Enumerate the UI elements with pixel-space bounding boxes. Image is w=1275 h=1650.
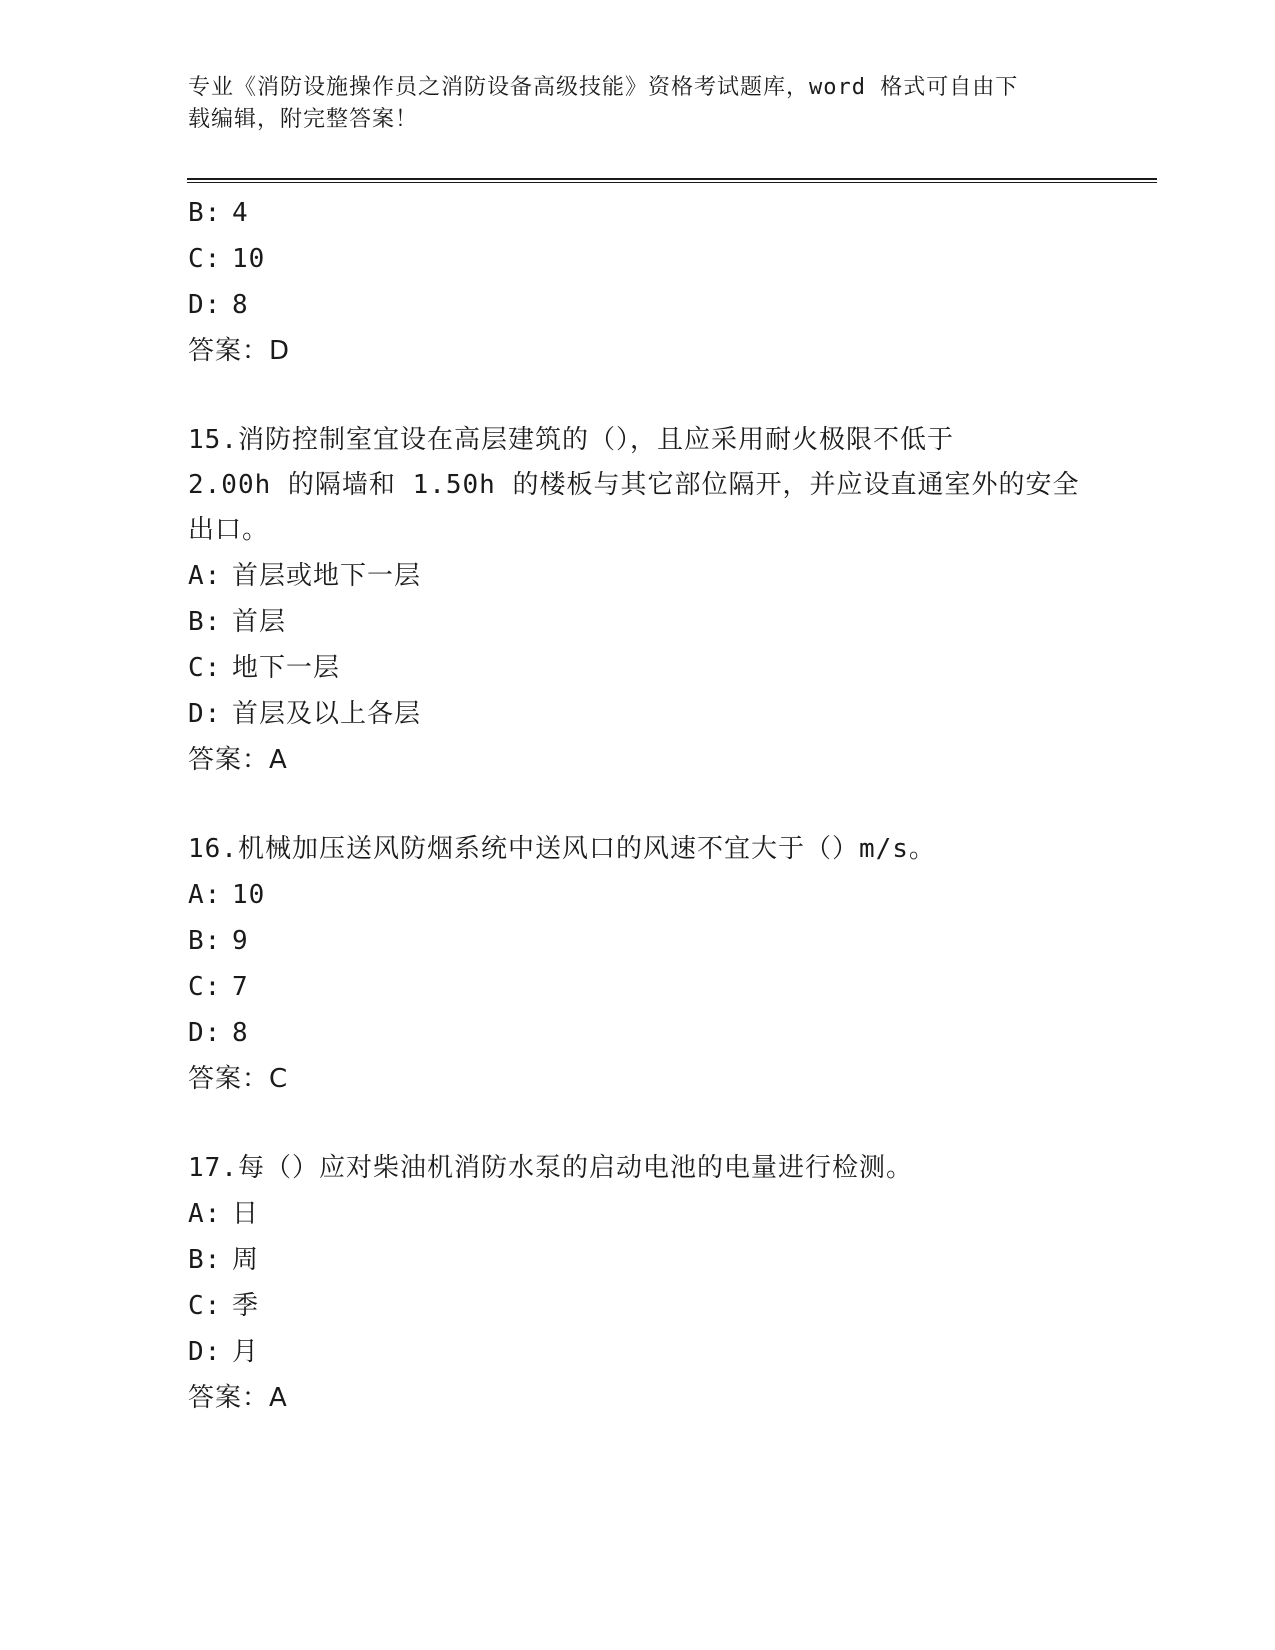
option-text: 日 <box>232 1199 260 1229</box>
option-label: A: <box>188 1199 222 1229</box>
document-body <box>188 190 1088 1421</box>
option-row <box>188 918 1088 964</box>
option-row <box>188 1329 1088 1375</box>
stem-line: 2.00h 的隔墙和 1.50h 的楼板与其它部位隔开，并应设直通室外的安全 <box>188 470 1080 500</box>
page-header <box>188 72 1068 136</box>
option-label: B: <box>188 198 222 228</box>
option-text: 8 <box>232 290 249 320</box>
option-label: D: <box>188 290 222 320</box>
option-text: 地下一层 <box>232 653 341 683</box>
option-text: 10 <box>232 244 266 274</box>
question-stem <box>188 827 1088 872</box>
header-divider-thick <box>187 178 1157 180</box>
option-row <box>188 872 1088 918</box>
option-text: 10 <box>232 880 266 910</box>
option-text: 首层或地下一层 <box>232 561 422 591</box>
option-label: C: <box>188 244 222 274</box>
question-stem <box>188 418 1088 553</box>
stem-line: 15.消防控制室宜设在高层建筑的（），且应采用耐火极限不低于 <box>188 425 954 455</box>
option-label: B: <box>188 1245 222 1275</box>
option-text: 7 <box>232 972 249 1002</box>
option-label: A: <box>188 561 222 591</box>
option-label: C: <box>188 653 222 683</box>
option-label: B: <box>188 926 222 956</box>
option-row <box>188 236 1088 282</box>
option-label: B: <box>188 607 222 637</box>
option-label: D: <box>188 699 222 729</box>
question-16 <box>188 827 1088 1102</box>
stem-line: 16.机械加压送风防烟系统中送风口的风速不宜大于（）m/s。 <box>188 834 936 864</box>
option-text: 4 <box>232 198 249 228</box>
option-row <box>188 645 1088 691</box>
header-line-2: 载编辑，附完整答案！ <box>188 107 419 132</box>
option-label: D: <box>188 1337 222 1367</box>
question-14-continuation <box>188 190 1088 374</box>
option-row <box>188 553 1088 599</box>
option-text: 月 <box>232 1337 260 1367</box>
answer-line: 答案：A <box>188 1383 288 1413</box>
option-row <box>188 1010 1088 1056</box>
option-row <box>188 190 1088 236</box>
stem-line: 出口。 <box>188 515 270 545</box>
option-row <box>188 282 1088 328</box>
option-text: 9 <box>232 926 249 956</box>
option-text: 周 <box>232 1245 260 1275</box>
option-text: 首层及以上各层 <box>232 699 422 729</box>
option-label: D: <box>188 1018 222 1048</box>
option-label: C: <box>188 1291 222 1321</box>
answer-line: 答案：C <box>188 1064 289 1094</box>
option-row <box>188 691 1088 737</box>
option-text: 季 <box>232 1291 260 1321</box>
option-label: C: <box>188 972 222 1002</box>
option-row <box>188 964 1088 1010</box>
option-row <box>188 1191 1088 1237</box>
question-15 <box>188 418 1088 783</box>
answer-line: 答案：A <box>188 745 288 775</box>
option-row <box>188 1237 1088 1283</box>
header-divider-thin <box>187 182 1157 183</box>
option-row <box>188 1283 1088 1329</box>
question-17 <box>188 1146 1088 1421</box>
stem-line: 17.每（）应对柴油机消防水泵的启动电池的电量进行检测。 <box>188 1153 913 1183</box>
option-text: 8 <box>232 1018 249 1048</box>
option-row <box>188 599 1088 645</box>
option-label: A: <box>188 880 222 910</box>
answer-line: 答案：D <box>188 336 291 366</box>
option-text: 首层 <box>232 607 287 637</box>
question-stem <box>188 1146 1088 1191</box>
header-line-1: 专业《消防设施操作员之消防设备高级技能》资格考试题库，word 格式可自由下 <box>188 75 1019 100</box>
